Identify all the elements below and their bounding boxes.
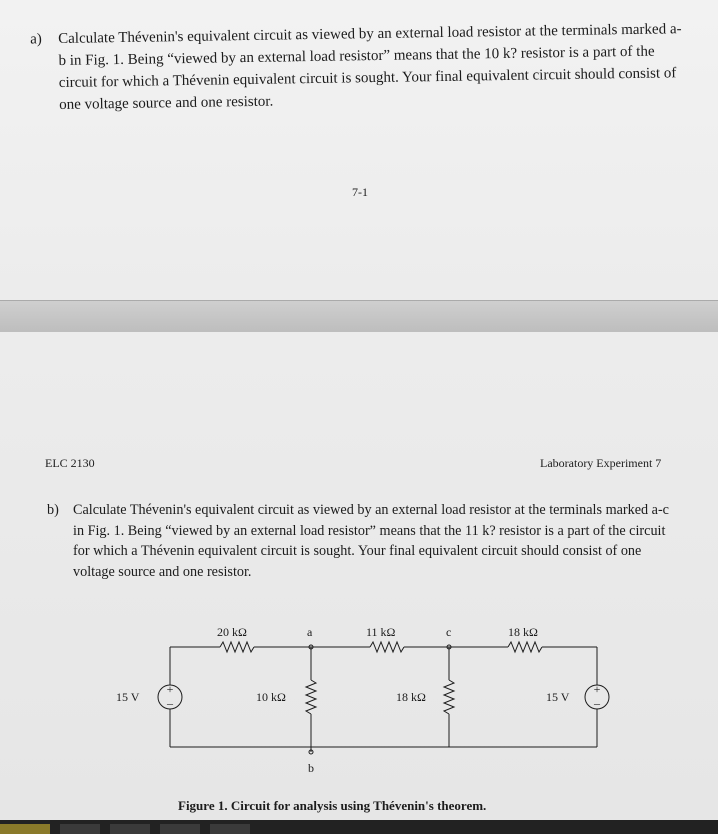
node-c-label: c: [446, 625, 452, 639]
source-right-plus: +: [593, 682, 601, 696]
source-left-minus: –: [167, 696, 173, 710]
page-number: 7-1: [352, 185, 368, 199]
resistor-18k-mid: [444, 680, 454, 714]
part-a-text: Calculate Thévenin's equivalent circuit as viewed by an external load resistor at the terminals marked a-b in Fig. 1. Being “viewed by an external load resistor” means that the 10 k? resistor is a part of the circuit for which a Thévenin equivalent circuit is sought. Your final equivalent circuit should consist of one voltage source and one resistor.: [58, 21, 682, 113]
label-v-left: 15 V: [116, 690, 140, 704]
header-experiment: Laboratory Experiment 7: [540, 456, 662, 470]
resistor-11k: [370, 642, 404, 652]
resistor-20k: [220, 642, 254, 652]
source-left-plus: +: [166, 682, 174, 696]
header-course: ELC 2130: [45, 456, 95, 470]
source-right-minus: –: [594, 696, 600, 710]
label-r-18k-mid: 18 kΩ: [396, 690, 426, 704]
node-b-label: b: [308, 761, 314, 775]
label-r-18k-top: 18 kΩ: [508, 625, 538, 639]
part-a-label: a): [30, 31, 42, 48]
label-r-11k: 11 kΩ: [366, 625, 396, 639]
resistor-10k: [306, 680, 316, 714]
part-b-text: Calculate Thévenin's equivalent circuit as viewed by an external load resistor at the terminals marked a-c in Fig. 1. Being “viewed by an external load resistor” means that the 11 k? resistor is a part of the circuit for which a Thévenin equivalent circuit is sought. Your final equivalent circuit should consist of one voltage source and one resistor.: [73, 502, 669, 580]
figure-caption: Figure 1. Circuit for analysis using Thévenin's theorem.: [178, 798, 487, 813]
node-a-label: a: [307, 625, 313, 639]
label-v-right: 15 V: [546, 690, 570, 704]
circuit-wires: [158, 642, 609, 754]
label-r-10k: 10 kΩ: [256, 690, 286, 704]
part-b-label: b): [47, 502, 59, 518]
resistor-18k-top: [508, 642, 542, 652]
label-r-20k: 20 kΩ: [217, 625, 247, 639]
